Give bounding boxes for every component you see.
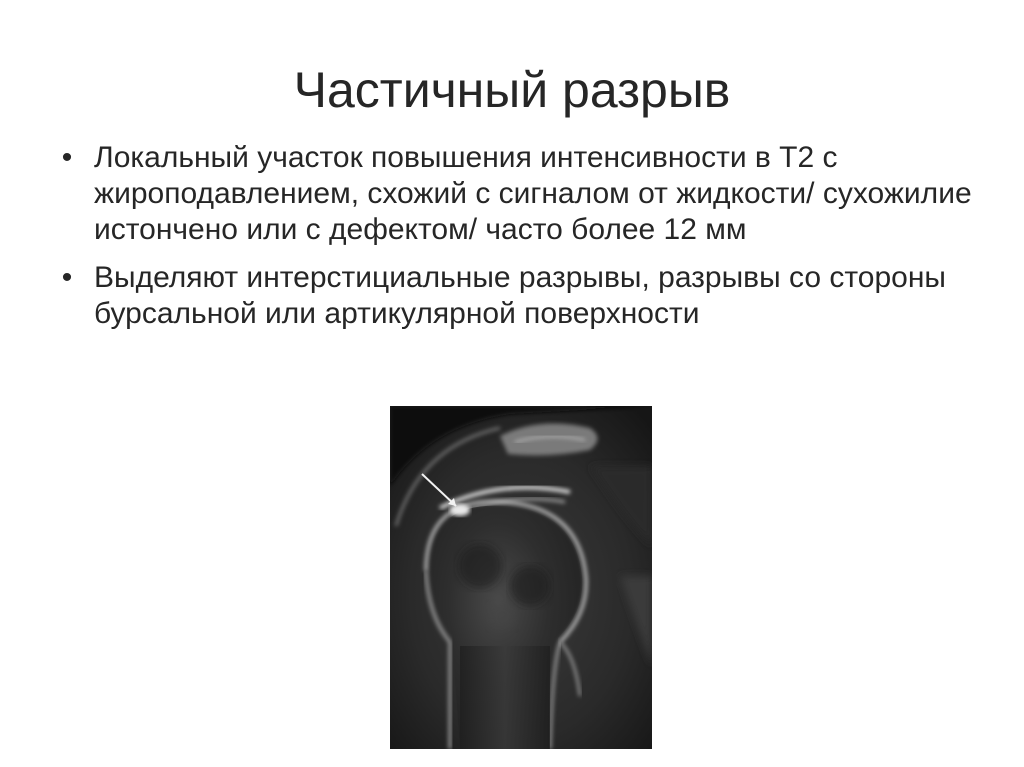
mri-image (390, 406, 652, 749)
bullet-text: Выделяют интерстициальные разрывы, разрывы со стороны бурсальной или артикулярной поверхности (94, 261, 946, 330)
bullet-marker: • (61, 141, 73, 174)
bullet-list (52, 140, 982, 344)
mri-shoulder-illustration (390, 406, 652, 749)
bullet-item (52, 140, 982, 248)
bullet-text: Локальный участок повышения интенсивности в Т2 с жироподавлением, схожий с сигналом от жидкости/ сухожилие истончено или с дефектом/ часто более 12 мм (94, 141, 972, 246)
bullet-marker: • (61, 261, 73, 294)
bullet-item (52, 260, 982, 332)
slide-title: Частичный разрыв (293, 62, 731, 118)
